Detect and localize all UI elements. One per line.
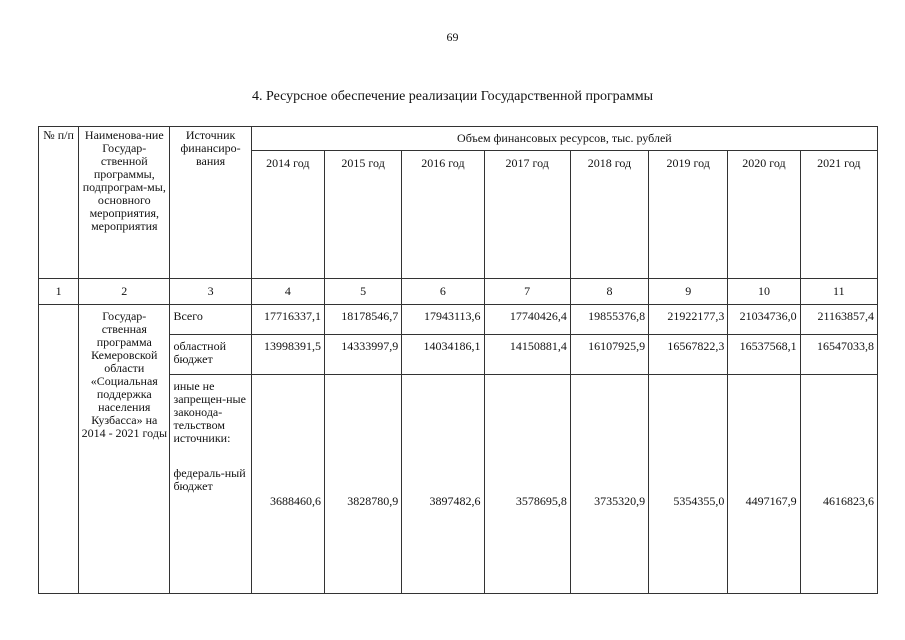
header-number: № п/п bbox=[39, 127, 79, 279]
resource-table bbox=[38, 126, 878, 594]
header-year: 2017 год bbox=[484, 151, 570, 279]
header-year: 2021 год bbox=[800, 151, 877, 279]
value-cell: 3897482,6 bbox=[402, 375, 484, 594]
value-cell: 21163857,4 bbox=[800, 305, 877, 335]
value-cell: 16107925,9 bbox=[570, 335, 648, 375]
value-cell: 3828780,9 bbox=[324, 375, 401, 594]
column-number: 5 bbox=[324, 279, 401, 305]
other-sources-label: иные не запрещен-ные законода-тельством источники: bbox=[173, 379, 246, 445]
value-cell: 14034186,1 bbox=[402, 335, 484, 375]
header-year: 2020 год bbox=[728, 151, 800, 279]
value-cell: 3578695,8 bbox=[484, 375, 570, 594]
column-number: 4 bbox=[251, 279, 324, 305]
value-cell: 16567822,3 bbox=[649, 335, 728, 375]
source-other bbox=[170, 375, 251, 594]
value-cell: 14333997,9 bbox=[324, 335, 401, 375]
header-volume: Объем финансовых ресурсов, тыс. рублей bbox=[251, 127, 877, 151]
value-cell: 16547033,8 bbox=[800, 335, 877, 375]
value-cell: 19855376,8 bbox=[570, 305, 648, 335]
source-regional: областной бюджет bbox=[170, 335, 251, 375]
header-year: 2018 год bbox=[570, 151, 648, 279]
value-cell: 21034736,0 bbox=[728, 305, 800, 335]
header-source: Источник финансиро-вания bbox=[170, 127, 251, 279]
value-cell: 16537568,1 bbox=[728, 335, 800, 375]
value-cell: 4497167,9 bbox=[728, 375, 800, 594]
value-cell: 17943113,6 bbox=[402, 305, 484, 335]
header-year: 2014 год bbox=[251, 151, 324, 279]
page-number: 69 bbox=[446, 30, 459, 44]
value-cell: 5354355,0 bbox=[649, 375, 728, 594]
value-cell: 13998391,5 bbox=[251, 335, 324, 375]
table-row bbox=[39, 305, 878, 335]
column-number: 7 bbox=[484, 279, 570, 305]
program-name: Государ-ственная программа Кемеровской области «Социальная поддержка населения Кузбасса» на 2014 - 2021 годы bbox=[79, 305, 170, 594]
value-cell: 3688460,6 bbox=[251, 375, 324, 594]
column-number: 9 bbox=[649, 279, 728, 305]
column-number: 11 bbox=[800, 279, 877, 305]
document-heading: 4. Ресурсное обеспечение реализации Государственной программы bbox=[251, 89, 654, 104]
value-cell: 17740426,4 bbox=[484, 305, 570, 335]
column-number: 10 bbox=[728, 279, 800, 305]
column-number: 3 bbox=[170, 279, 251, 305]
column-number: 6 bbox=[402, 279, 484, 305]
header-name: Наименова-ние Государ-ственной программы, подпрограм-мы, основного мероприятия, мероприятия bbox=[79, 127, 170, 279]
value-cell: 14150881,4 bbox=[484, 335, 570, 375]
value-cell: 17716337,1 bbox=[251, 305, 324, 335]
source-total: Всего bbox=[170, 305, 251, 335]
header-year: 2019 год bbox=[649, 151, 728, 279]
value-cell: 3735320,9 bbox=[570, 375, 648, 594]
federal-budget-label: федераль-ный бюджет bbox=[173, 466, 246, 493]
column-number: 1 bbox=[39, 279, 79, 305]
value-cell: 18178546,7 bbox=[324, 305, 401, 335]
column-number: 8 bbox=[570, 279, 648, 305]
header-year: 2015 год bbox=[324, 151, 401, 279]
header-year: 2016 год bbox=[402, 151, 484, 279]
value-cell: 21922177,3 bbox=[649, 305, 728, 335]
row-number-cell bbox=[39, 305, 79, 594]
column-number-row bbox=[39, 279, 878, 305]
column-number: 2 bbox=[79, 279, 170, 305]
value-cell: 4616823,6 bbox=[800, 375, 877, 594]
